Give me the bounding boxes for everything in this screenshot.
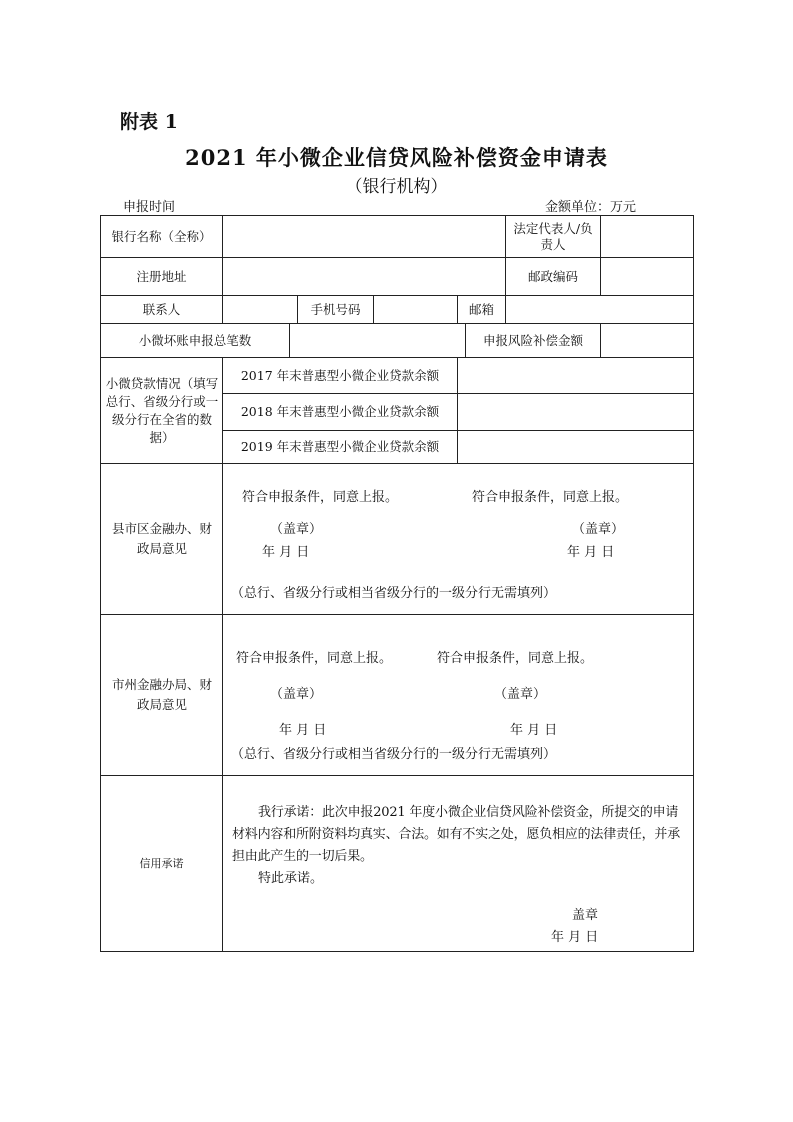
phone-input[interactable] (374, 296, 457, 323)
row-border (100, 951, 694, 952)
report-time-label: 申报时间 (123, 200, 176, 215)
col-border (693, 215, 694, 952)
bad-debt-count-label: 小微坏账申报总笔数 (138, 332, 252, 348)
county-date-left: 年 月 日 (262, 545, 310, 560)
contact-label: 联系人 (142, 301, 181, 317)
city-opinion-label: 市州金融办局、财政局意见 (111, 677, 212, 712)
legal-rep-label: 法定代表人/负责人 (513, 220, 593, 252)
postcode-label: 邮政编码 (527, 268, 578, 284)
legal-rep-input[interactable] (601, 216, 693, 257)
phone-label: 手机号码 (310, 301, 361, 317)
commitment-paragraph: 我行承诺：此次申报2021 年度小微企业信贷风险补偿资金，所提交的申请材料内容和所附资料均真实、合法。如有不实之处，愿负相应的法律责任，并承担由此产生的一切后果。 (232, 805, 681, 864)
county-note: （总行、省级分行或相当省级分行的一级分行无需填列） (231, 586, 557, 601)
loan-status-label: 小微贷款情况（填写总行、省级分行或一级分行在全省的数据） (105, 375, 219, 445)
city-date-right: 年 月 日 (510, 723, 558, 738)
loan-2017-label: 2017 年末普惠型小微企业贷款余额 (240, 367, 440, 383)
bank-name-label: 银行名称（全称） (111, 228, 212, 244)
loan-2017-input[interactable] (458, 358, 693, 393)
unit-label: 金额单位：万元 (545, 200, 637, 215)
county-seal-left: （盖章） (270, 522, 323, 537)
city-agree-right: 符合申报条件，同意上报。 (437, 651, 594, 666)
email-label: 邮箱 (468, 301, 494, 317)
compensation-amount-input[interactable] (601, 324, 693, 357)
loan-2018-label: 2018 年末普惠型小微企业贷款余额 (240, 404, 440, 419)
city-agree-left: 符合申报条件，同意上报。 (236, 651, 393, 666)
address-input[interactable] (223, 258, 505, 295)
page-title: 2021 年小微企业信贷风险补偿资金申请表 (185, 145, 608, 170)
city-seal-left: （盖章） (270, 687, 323, 702)
page-subtitle: （银行机构） (345, 177, 448, 197)
city-note: （总行、省级分行或相当省级分行的一级分行无需填列） (231, 747, 557, 762)
loan-2019-input[interactable] (458, 431, 693, 463)
bank-name-input[interactable] (223, 216, 505, 257)
commitment-label: 信用承诺 (139, 856, 184, 870)
county-agree-right: 符合申报条件，同意上报。 (472, 490, 629, 505)
loan-2018-input[interactable] (458, 394, 693, 430)
county-agree-left: 符合申报条件，同意上报。 (242, 490, 399, 505)
col-border (222, 463, 223, 952)
attachment-label: 附表 1 (120, 111, 178, 133)
county-date-right: 年 月 日 (567, 545, 615, 560)
contact-input[interactable] (223, 296, 297, 323)
postcode-input[interactable] (601, 258, 693, 295)
commitment-closing: 特此承诺。 (258, 871, 324, 886)
compensation-amount-label: 申报风险补偿金额 (482, 332, 583, 348)
address-label: 注册地址 (136, 268, 187, 284)
bad-debt-count-input[interactable] (290, 324, 465, 357)
county-opinion-label: 县市区金融办、财政局意见 (111, 521, 212, 556)
loan-2019-label: 2019 年末普惠型小微企业贷款余额 (240, 439, 440, 454)
commitment-seal: 盖章 (572, 908, 599, 923)
email-input[interactable] (506, 296, 693, 323)
city-seal-right: （盖章） (494, 687, 547, 702)
city-date-left: 年 月 日 (279, 723, 327, 738)
county-seal-right: （盖章） (572, 522, 625, 537)
commitment-date: 年 月 日 (551, 930, 599, 945)
